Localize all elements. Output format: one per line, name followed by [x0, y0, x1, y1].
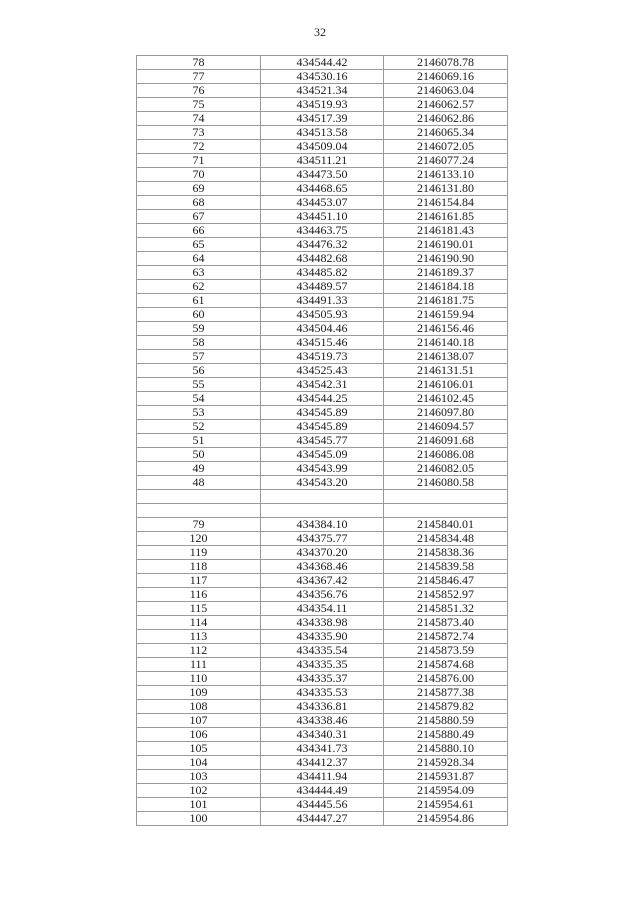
- x-coordinate-cell: 434511.21: [261, 154, 384, 168]
- table-row: [137, 812, 508, 826]
- point-number-cell: 62: [137, 280, 261, 294]
- y-coordinate-cell: 2146077.24: [384, 154, 508, 168]
- point-number-cell: 55: [137, 378, 261, 392]
- x-coordinate-cell: 434367.42: [261, 574, 384, 588]
- blank-separator-row: [137, 504, 508, 518]
- y-coordinate-cell: 2146097.80: [384, 406, 508, 420]
- point-number-cell: 48: [137, 476, 261, 490]
- table-row: [137, 238, 508, 252]
- point-number-cell: 57: [137, 350, 261, 364]
- table-row: [137, 196, 508, 210]
- table-row: [137, 616, 508, 630]
- table-row: [137, 714, 508, 728]
- x-coordinate-cell: 434482.68: [261, 252, 384, 266]
- y-coordinate-cell: 2146190.01: [384, 238, 508, 252]
- table-row: [137, 588, 508, 602]
- table-row: [137, 518, 508, 532]
- point-number-cell: 77: [137, 70, 261, 84]
- x-coordinate-cell: 434384.10: [261, 518, 384, 532]
- point-number-cell: 60: [137, 308, 261, 322]
- y-coordinate-cell: 2145880.59: [384, 714, 508, 728]
- x-coordinate-cell: 434336.81: [261, 700, 384, 714]
- empty-cell: [384, 504, 508, 518]
- table-row: [137, 112, 508, 126]
- table-row: [137, 378, 508, 392]
- point-number-cell: 65: [137, 238, 261, 252]
- y-coordinate-cell: 2146094.57: [384, 420, 508, 434]
- point-number-cell: 111: [137, 658, 261, 672]
- table-row: [137, 448, 508, 462]
- table-row: [137, 224, 508, 238]
- y-coordinate-cell: 2146063.04: [384, 84, 508, 98]
- point-number-cell: 104: [137, 756, 261, 770]
- point-number-cell: 75: [137, 98, 261, 112]
- point-number-cell: 56: [137, 364, 261, 378]
- table-row: [137, 630, 508, 644]
- table-row: [137, 602, 508, 616]
- empty-cell: [137, 504, 261, 518]
- y-coordinate-cell: 2146133.10: [384, 168, 508, 182]
- x-coordinate-cell: 434341.73: [261, 742, 384, 756]
- y-coordinate-cell: 2145873.59: [384, 644, 508, 658]
- point-number-cell: 64: [137, 252, 261, 266]
- point-number-cell: 63: [137, 266, 261, 280]
- x-coordinate-cell: 434375.77: [261, 532, 384, 546]
- y-coordinate-cell: 2146140.18: [384, 336, 508, 350]
- point-number-cell: 100: [137, 812, 261, 826]
- table-row: [137, 308, 508, 322]
- x-coordinate-cell: 434513.58: [261, 126, 384, 140]
- y-coordinate-cell: 2145834.48: [384, 532, 508, 546]
- x-coordinate-cell: 434444.49: [261, 784, 384, 798]
- y-coordinate-cell: 2145879.82: [384, 700, 508, 714]
- y-coordinate-cell: 2145876.00: [384, 672, 508, 686]
- coordinates-table-body: [137, 56, 508, 826]
- x-coordinate-cell: 434491.33: [261, 294, 384, 308]
- x-coordinate-cell: 434504.46: [261, 322, 384, 336]
- table-row: [137, 658, 508, 672]
- y-coordinate-cell: 2145840.01: [384, 518, 508, 532]
- table-row: [137, 784, 508, 798]
- y-coordinate-cell: 2146086.08: [384, 448, 508, 462]
- y-coordinate-cell: 2146091.68: [384, 434, 508, 448]
- y-coordinate-cell: 2145874.68: [384, 658, 508, 672]
- table-row: [137, 252, 508, 266]
- y-coordinate-cell: 2146069.16: [384, 70, 508, 84]
- table-row: [137, 98, 508, 112]
- x-coordinate-cell: 434476.32: [261, 238, 384, 252]
- point-number-cell: 68: [137, 196, 261, 210]
- x-coordinate-cell: 434453.07: [261, 196, 384, 210]
- point-number-cell: 49: [137, 462, 261, 476]
- x-coordinate-cell: 434545.09: [261, 448, 384, 462]
- point-number-cell: 76: [137, 84, 261, 98]
- table-row: [137, 462, 508, 476]
- point-number-cell: 105: [137, 742, 261, 756]
- coordinates-table: [136, 55, 508, 826]
- x-coordinate-cell: 434463.75: [261, 224, 384, 238]
- table-row: [137, 406, 508, 420]
- y-coordinate-cell: 2146184.18: [384, 280, 508, 294]
- y-coordinate-cell: 2145931.87: [384, 770, 508, 784]
- y-coordinate-cell: 2145954.09: [384, 784, 508, 798]
- y-coordinate-cell: 2145872.74: [384, 630, 508, 644]
- table-row: [137, 154, 508, 168]
- x-coordinate-cell: 434485.82: [261, 266, 384, 280]
- x-coordinate-cell: 434543.20: [261, 476, 384, 490]
- point-number-cell: 72: [137, 140, 261, 154]
- point-number-cell: 113: [137, 630, 261, 644]
- table-row: [137, 756, 508, 770]
- point-number-cell: 58: [137, 336, 261, 350]
- point-number-cell: 70: [137, 168, 261, 182]
- y-coordinate-cell: 2146159.94: [384, 308, 508, 322]
- y-coordinate-cell: 2146106.01: [384, 378, 508, 392]
- x-coordinate-cell: 434521.34: [261, 84, 384, 98]
- table-row: [137, 140, 508, 154]
- empty-cell: [384, 490, 508, 504]
- x-coordinate-cell: 434412.37: [261, 756, 384, 770]
- table-row: [137, 392, 508, 406]
- point-number-cell: 54: [137, 392, 261, 406]
- point-number-cell: 53: [137, 406, 261, 420]
- x-coordinate-cell: 434544.25: [261, 392, 384, 406]
- point-number-cell: 107: [137, 714, 261, 728]
- point-number-cell: 59: [137, 322, 261, 336]
- table-row: [137, 364, 508, 378]
- table-row: [137, 574, 508, 588]
- y-coordinate-cell: 2146062.57: [384, 98, 508, 112]
- x-coordinate-cell: 434354.11: [261, 602, 384, 616]
- point-number-cell: 69: [137, 182, 261, 196]
- table-row: [137, 266, 508, 280]
- point-number-cell: 114: [137, 616, 261, 630]
- x-coordinate-cell: 434543.99: [261, 462, 384, 476]
- table-row: [137, 322, 508, 336]
- table-row: [137, 644, 508, 658]
- y-coordinate-cell: 2145851.32: [384, 602, 508, 616]
- point-number-cell: 103: [137, 770, 261, 784]
- point-number-cell: 102: [137, 784, 261, 798]
- x-coordinate-cell: 434530.16: [261, 70, 384, 84]
- y-coordinate-cell: 2145873.40: [384, 616, 508, 630]
- point-number-cell: 119: [137, 546, 261, 560]
- y-coordinate-cell: 2146082.05: [384, 462, 508, 476]
- point-number-cell: 108: [137, 700, 261, 714]
- table-row: [137, 56, 508, 70]
- point-number-cell: 117: [137, 574, 261, 588]
- x-coordinate-cell: 434335.35: [261, 658, 384, 672]
- y-coordinate-cell: 2146181.43: [384, 224, 508, 238]
- x-coordinate-cell: 434519.73: [261, 350, 384, 364]
- x-coordinate-cell: 434368.46: [261, 560, 384, 574]
- point-number-cell: 52: [137, 420, 261, 434]
- x-coordinate-cell: 434542.31: [261, 378, 384, 392]
- y-coordinate-cell: 2146161.85: [384, 210, 508, 224]
- table-row: [137, 210, 508, 224]
- x-coordinate-cell: 434335.37: [261, 672, 384, 686]
- table-row: [137, 532, 508, 546]
- x-coordinate-cell: 434544.42: [261, 56, 384, 70]
- empty-cell: [261, 490, 384, 504]
- table-row: [137, 686, 508, 700]
- y-coordinate-cell: 2146190.90: [384, 252, 508, 266]
- y-coordinate-cell: 2145954.86: [384, 812, 508, 826]
- table-row: [137, 280, 508, 294]
- x-coordinate-cell: 434370.20: [261, 546, 384, 560]
- y-coordinate-cell: 2146156.46: [384, 322, 508, 336]
- x-coordinate-cell: 434335.53: [261, 686, 384, 700]
- table-row: [137, 126, 508, 140]
- x-coordinate-cell: 434489.57: [261, 280, 384, 294]
- table-row: [137, 742, 508, 756]
- table-row: [137, 420, 508, 434]
- point-number-cell: 74: [137, 112, 261, 126]
- table-row: [137, 728, 508, 742]
- x-coordinate-cell: 434445.56: [261, 798, 384, 812]
- y-coordinate-cell: 2146131.80: [384, 182, 508, 196]
- y-coordinate-cell: 2145954.61: [384, 798, 508, 812]
- x-coordinate-cell: 434473.50: [261, 168, 384, 182]
- page-number: 32: [314, 25, 326, 39]
- point-number-cell: 110: [137, 672, 261, 686]
- x-coordinate-cell: 434356.76: [261, 588, 384, 602]
- x-coordinate-cell: 434338.46: [261, 714, 384, 728]
- y-coordinate-cell: 2145852.97: [384, 588, 508, 602]
- y-coordinate-cell: 2146080.58: [384, 476, 508, 490]
- point-number-cell: 118: [137, 560, 261, 574]
- table-row: [137, 182, 508, 196]
- x-coordinate-cell: 434451.10: [261, 210, 384, 224]
- table-row: [137, 798, 508, 812]
- table-row: [137, 70, 508, 84]
- x-coordinate-cell: 434335.54: [261, 644, 384, 658]
- y-coordinate-cell: 2145877.38: [384, 686, 508, 700]
- table-row: [137, 434, 508, 448]
- point-number-cell: 106: [137, 728, 261, 742]
- table-row: [137, 168, 508, 182]
- y-coordinate-cell: 2146181.75: [384, 294, 508, 308]
- point-number-cell: 50: [137, 448, 261, 462]
- empty-cell: [137, 490, 261, 504]
- x-coordinate-cell: 434545.89: [261, 406, 384, 420]
- y-coordinate-cell: 2146072.05: [384, 140, 508, 154]
- table-row: [137, 700, 508, 714]
- point-number-cell: 120: [137, 532, 261, 546]
- y-coordinate-cell: 2146102.45: [384, 392, 508, 406]
- y-coordinate-cell: 2146189.37: [384, 266, 508, 280]
- x-coordinate-cell: 434515.46: [261, 336, 384, 350]
- y-coordinate-cell: 2146062.86: [384, 112, 508, 126]
- point-number-cell: 101: [137, 798, 261, 812]
- table-row: [137, 770, 508, 784]
- x-coordinate-cell: 434335.90: [261, 630, 384, 644]
- point-number-cell: 112: [137, 644, 261, 658]
- table-row: [137, 84, 508, 98]
- y-coordinate-cell: 2146065.34: [384, 126, 508, 140]
- point-number-cell: 73: [137, 126, 261, 140]
- point-number-cell: 78: [137, 56, 261, 70]
- table-row: [137, 560, 508, 574]
- x-coordinate-cell: 434447.27: [261, 812, 384, 826]
- point-number-cell: 115: [137, 602, 261, 616]
- table-row: [137, 350, 508, 364]
- y-coordinate-cell: 2145839.58: [384, 560, 508, 574]
- table-row: [137, 546, 508, 560]
- x-coordinate-cell: 434545.77: [261, 434, 384, 448]
- x-coordinate-cell: 434411.94: [261, 770, 384, 784]
- y-coordinate-cell: 2145880.10: [384, 742, 508, 756]
- y-coordinate-cell: 2146078.78: [384, 56, 508, 70]
- y-coordinate-cell: 2145846.47: [384, 574, 508, 588]
- point-number-cell: 116: [137, 588, 261, 602]
- x-coordinate-cell: 434505.93: [261, 308, 384, 322]
- point-number-cell: 79: [137, 518, 261, 532]
- x-coordinate-cell: 434340.31: [261, 728, 384, 742]
- table-row: [137, 476, 508, 490]
- point-number-cell: 51: [137, 434, 261, 448]
- x-coordinate-cell: 434468.65: [261, 182, 384, 196]
- y-coordinate-cell: 2146138.07: [384, 350, 508, 364]
- blank-separator-row: [137, 490, 508, 504]
- x-coordinate-cell: 434545.89: [261, 420, 384, 434]
- y-coordinate-cell: 2145838.36: [384, 546, 508, 560]
- point-number-cell: 109: [137, 686, 261, 700]
- point-number-cell: 66: [137, 224, 261, 238]
- x-coordinate-cell: 434517.39: [261, 112, 384, 126]
- x-coordinate-cell: 434525.43: [261, 364, 384, 378]
- point-number-cell: 61: [137, 294, 261, 308]
- x-coordinate-cell: 434519.93: [261, 98, 384, 112]
- y-coordinate-cell: 2146154.84: [384, 196, 508, 210]
- table-row: [137, 672, 508, 686]
- point-number-cell: 71: [137, 154, 261, 168]
- y-coordinate-cell: 2146131.51: [384, 364, 508, 378]
- empty-cell: [261, 504, 384, 518]
- x-coordinate-cell: 434509.04: [261, 140, 384, 154]
- y-coordinate-cell: 2145928.34: [384, 756, 508, 770]
- x-coordinate-cell: 434338.98: [261, 616, 384, 630]
- table-row: [137, 294, 508, 308]
- y-coordinate-cell: 2145880.49: [384, 728, 508, 742]
- table-row: [137, 336, 508, 350]
- point-number-cell: 67: [137, 210, 261, 224]
